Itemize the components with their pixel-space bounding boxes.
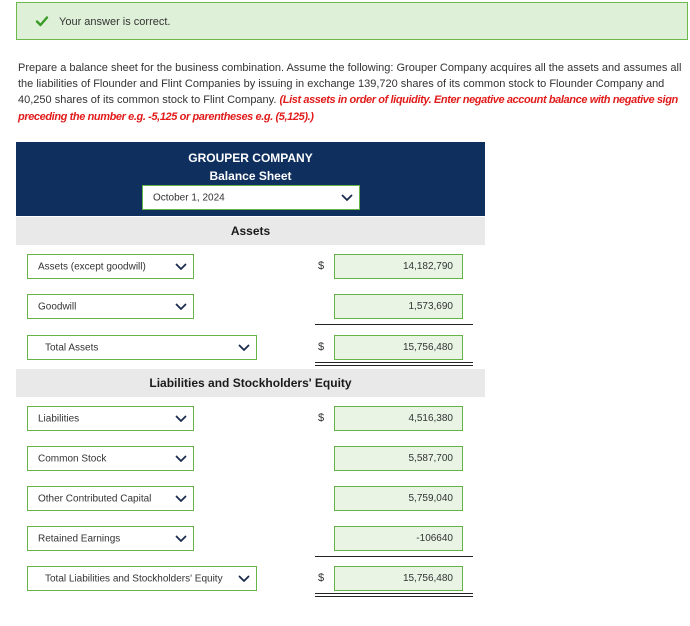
subtotal-rule [315,556,473,557]
account-dropdown-total-assets[interactable] [27,335,257,360]
amount-input-common-stock[interactable]: 5,587,700 [334,446,463,471]
account-dropdown-total-liabilities-equity[interactable] [27,566,257,591]
account-dropdown-common-stock[interactable] [27,446,194,471]
account-dropdown-value: Other Contributed Capital [38,493,152,504]
account-dropdown-value: Total Assets [45,342,99,353]
company-name: GROUPER COMPANY [188,151,313,165]
statement-title: Balance Sheet [209,169,292,183]
account-dropdown-goodwill[interactable] [27,294,194,319]
currency-symbol: $ [318,260,325,272]
chevron-down-icon [238,575,250,583]
currency-symbol: $ [318,572,325,584]
currency-symbol: $ [318,412,325,424]
currency-symbol: $ [318,341,325,353]
account-dropdown-value: Goodwill [38,301,77,312]
account-dropdown-value: Common Stock [38,453,107,464]
amount-input-goodwill[interactable]: 1,573,690 [334,294,463,319]
chevron-down-icon [175,455,187,463]
account-dropdown-liabilities[interactable] [27,406,194,431]
date-dropdown[interactable] [142,185,360,210]
chevron-down-icon [175,495,187,503]
account-dropdown-retained-earnings[interactable] [27,526,194,551]
chevron-down-icon [341,194,353,202]
chevron-down-icon [175,303,187,311]
double-rule-bottom [315,365,473,366]
amount-input-other-contributed-capital[interactable]: 5,759,040 [334,486,463,511]
question-prompt [18,60,690,125]
account-dropdown-assets-except-goodwill[interactable] [27,254,194,279]
account-dropdown-value: Liabilities [38,413,80,424]
chevron-down-icon [175,415,187,423]
double-rule-top [315,362,473,363]
double-rule-top [315,593,473,594]
account-dropdown-value: Total Liabilities and Stockholders' Equity [45,573,223,584]
prompt-text: Prepare a balance sheet for the business combination. Assume the following: Grouper Company acquires all the assets and assumes all the liabilities of Flounder and Flint Companies by issuing in exchange 139,720 shares of its common stock to Flounder Company and 40,250 shares of its common stock to Flint Company. [18,62,682,107]
assets-section-heading: Assets [16,217,485,245]
account-dropdown-other-contributed-capital[interactable] [27,486,194,511]
double-rule-bottom [315,596,473,597]
amount-input-assets-except-goodwill[interactable]: 14,182,790 [334,254,463,279]
amount-input-total-assets[interactable]: 15,756,480 [334,335,463,360]
chevron-down-icon [175,263,187,271]
checkmark-icon [35,14,49,28]
amount-input-retained-earnings[interactable]: -106640 [334,526,463,551]
subtotal-rule [315,324,473,325]
chevron-down-icon [238,344,250,352]
prompt-instruction: (List assets in order of liquidity. Enter negative account balance with negative sign preceding the number e.g. -5,125 or parentheses e.g. (5,125).) [18,94,678,123]
amount-input-liabilities[interactable]: 4,516,380 [334,406,463,431]
banner-message: Your answer is correct. [59,16,171,28]
correct-answer-banner [16,2,688,40]
account-dropdown-value: Retained Earnings [38,533,121,544]
chevron-down-icon [175,535,187,543]
account-dropdown-value: Assets (except goodwill) [38,261,146,272]
amount-input-total-liabilities-equity[interactable]: 15,756,480 [334,566,463,591]
liabilities-section-heading: Liabilities and Stockholders' Equity [16,369,485,397]
date-dropdown-value: October 1, 2024 [153,192,225,203]
